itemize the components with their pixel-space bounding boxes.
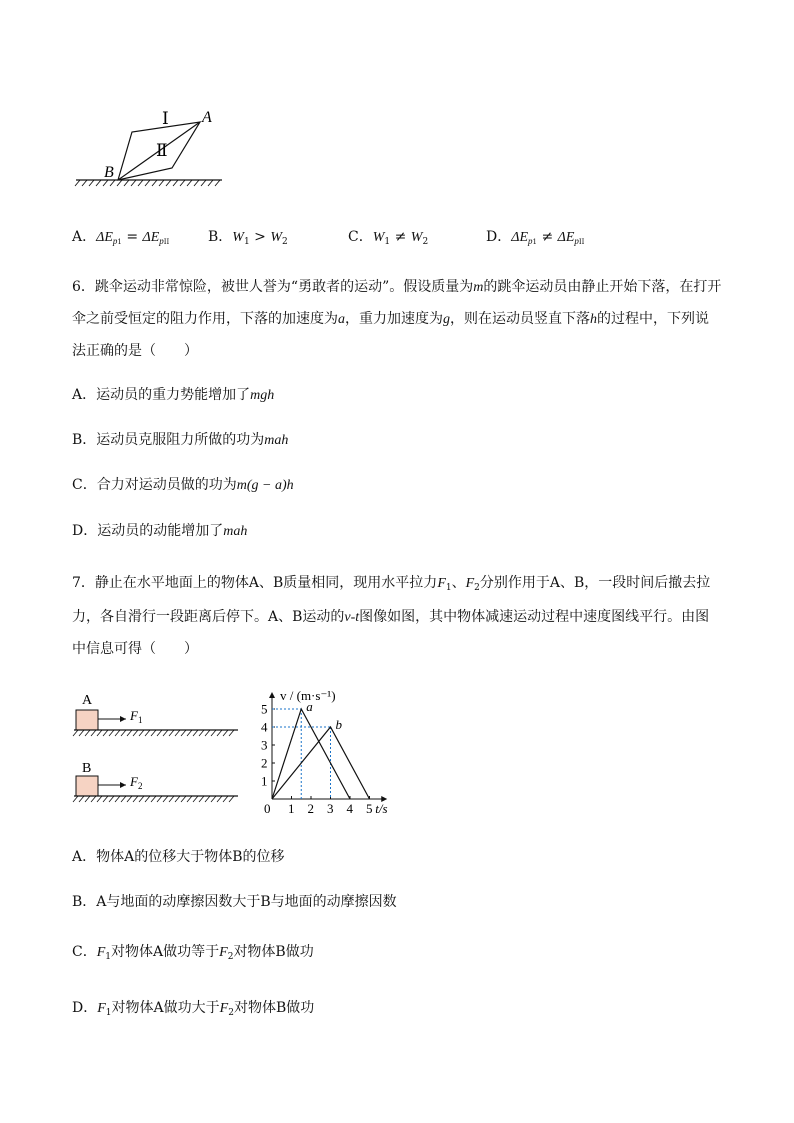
block-b-label: B	[82, 761, 92, 776]
y-tick-label: 3	[261, 737, 268, 753]
y-tick-label: 1	[261, 773, 268, 789]
q6-option-a: A．运动员的重力势能增加了mgh	[72, 387, 275, 403]
q6-option-d: D．运动员的动能增加了mah	[72, 523, 248, 539]
x-tick-label: 2	[307, 801, 314, 816]
y-tick-label: 2	[261, 755, 268, 771]
q7-stem-line3: 中信息可得（ ）	[72, 641, 198, 657]
vt-chart	[252, 684, 402, 820]
q5-option-c: C．$W_1 \ne W_2$	[348, 229, 429, 247]
x-tick-label: 0	[264, 801, 271, 816]
arrow-f1-icon	[120, 716, 126, 722]
series-label-b: b	[335, 717, 342, 732]
force-f1-label: $F_1$	[130, 708, 143, 725]
arrow-f2-icon	[120, 782, 126, 788]
point-label-A: A	[202, 109, 212, 126]
y-tick-label: 4	[261, 719, 268, 735]
point-label-B: B	[104, 164, 114, 181]
path-label-I: Ⅰ	[162, 109, 169, 128]
q7-stem-line1: 7．静止在水平地面上的物体A、B质量相同，现用水平拉力$F_1$、$F_2$分别作用于A、B，一段时间后撤去拉	[72, 575, 711, 593]
q5-option-b: B．$W_1 > W_2$	[208, 229, 288, 247]
q6-stem-line3: 法正确的是（ ）	[72, 343, 198, 359]
force-f2-label: $F_2$	[130, 774, 143, 791]
q7-option-d: D．$F_1$对物体A做功大于$F_2$对物体B做功	[72, 1000, 315, 1018]
q7-stem-line2: 力，各自滑行一段距离后停下。A、B运动的v-t图像如图，其中物体减速运动过程中速度图线平行。由图	[72, 609, 710, 625]
path-label-II: Ⅱ	[156, 141, 168, 160]
q5-figure	[70, 100, 230, 190]
x-tick-label: 5	[366, 801, 373, 816]
q5-option-a: A．$\Delta E_{p1} = \Delta E_{pII}$	[72, 229, 170, 246]
x-tick-label: 4	[346, 801, 353, 816]
q6-stem-line1: 6．跳伞运动非常惊险，被世人誉为“勇敢者的运动”。假设质量为m的跳伞运动员由静止开始下落，在打开	[72, 279, 722, 295]
q5-option-d: D．$\Delta E_{p1} \ne \Delta E_{pII}$	[486, 229, 585, 246]
q7-option-a: A．物体A的位移大于物体B的位移	[72, 849, 285, 865]
block-a-label: A	[82, 693, 93, 708]
block-b	[76, 776, 98, 796]
q6-option-c: C．合力对运动员做的功为m(g − a)h	[72, 477, 294, 493]
x-axis-label: t/s	[375, 801, 388, 816]
y-tick-label: 5	[261, 701, 268, 717]
y-axis-arrow-icon	[269, 692, 275, 698]
q7-option-b: B．A与地面的动摩擦因数大于B与地面的动摩擦因数	[72, 894, 397, 910]
block-a	[76, 710, 98, 730]
series-label-a: a	[306, 699, 313, 714]
y-axis-label: v / (m·s⁻¹)	[280, 688, 336, 703]
x-tick-label: 3	[327, 801, 334, 816]
q6-stem-line2: 伞之前受恒定的阻力作用，下落的加速度为a，重力加速度为g，则在运动员竖直下落h的过程中，下列说	[72, 311, 709, 327]
q7-blocks-figure	[70, 688, 246, 804]
q7-option-c: C．$F_1$对物体A做功等于$F_2$对物体B做功	[72, 944, 314, 962]
x-tick-label: 1	[288, 801, 295, 816]
q6-option-b: B．运动员克服阻力所做的功为mah	[72, 432, 289, 448]
series-line-b	[272, 727, 370, 799]
